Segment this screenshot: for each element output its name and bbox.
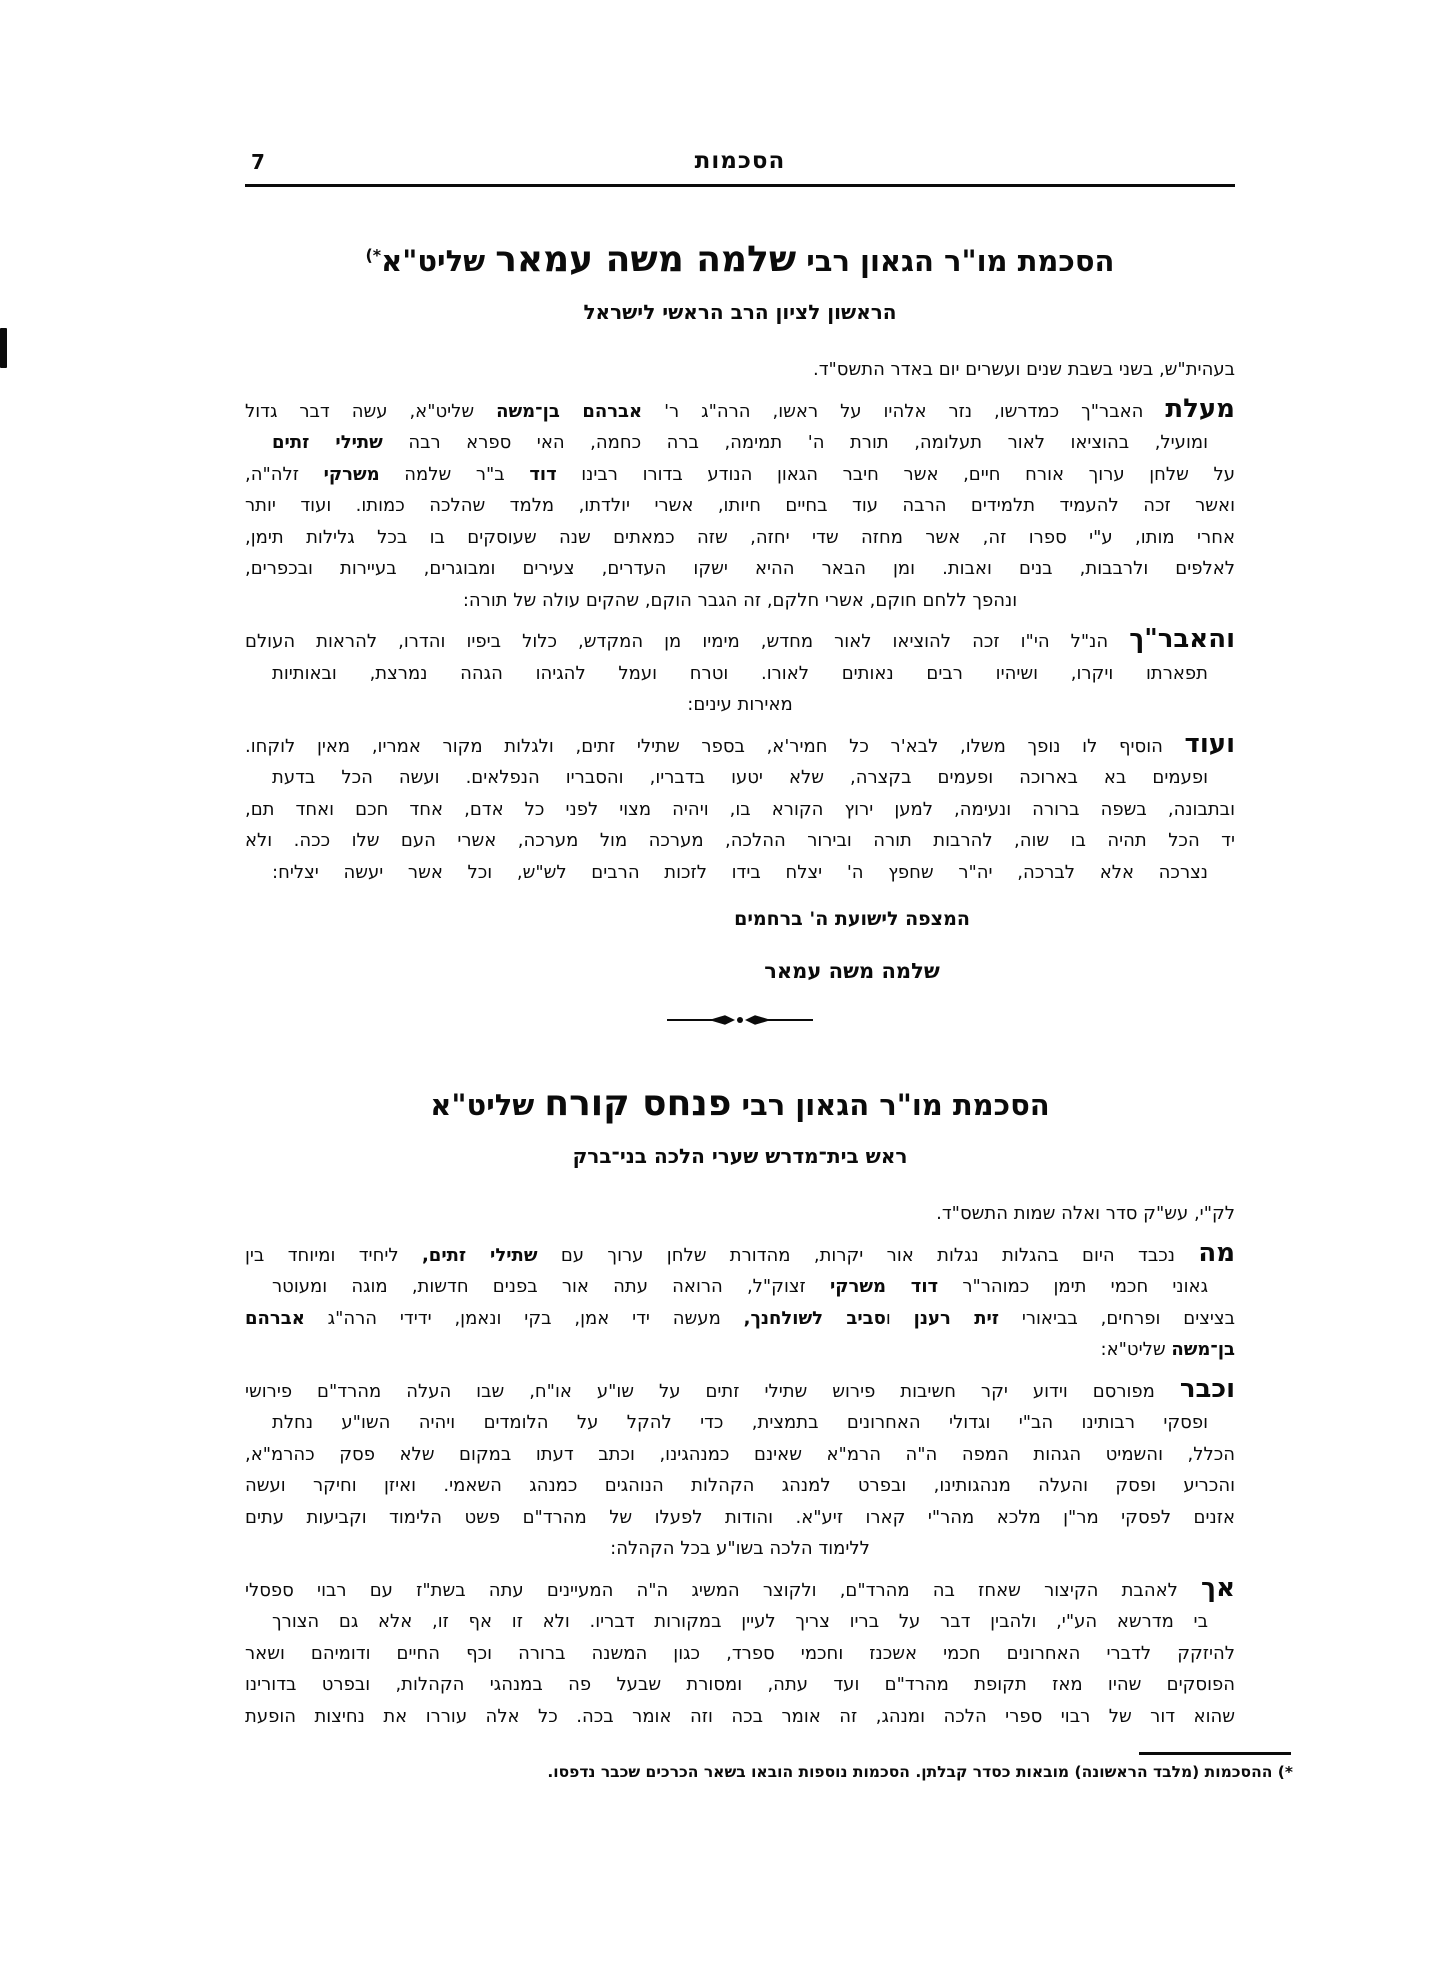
footnote-rule xyxy=(1139,1752,1291,1755)
text-line xyxy=(245,1238,1235,1272)
approbation-title xyxy=(245,239,1235,280)
section-divider xyxy=(245,1012,1235,1031)
rabbi-name: שלמה משה עמאר xyxy=(495,239,797,280)
text-segment: הפוסקים שהיו מאז תקופת מהרד"ם ועד עתה, ומסורת שבעל פה במנהגי הקהלות, ובפרט בדורינו xyxy=(245,1674,1235,1695)
text-line xyxy=(245,1701,1235,1733)
text-segment: זית רענן xyxy=(913,1307,999,1329)
text-line xyxy=(245,825,1235,857)
text-segment: והכריע ופסק והעלה מנהגותינו, ובפרט למנהג הקהלות הנוהגים כמנהג השאמי. ואיזן וחיקר ועשה xyxy=(245,1475,1235,1496)
approbation-section-korach xyxy=(245,1083,1235,1732)
text-segment: אברהם xyxy=(245,1307,305,1329)
text-segment: סביב לשולחנך, xyxy=(743,1307,886,1329)
text-segment: ליחיד ומיוחד בין xyxy=(245,1244,422,1266)
text-segment: גאוני חכמי תימן כמוהר"ר xyxy=(938,1276,1208,1297)
approbation-subtitle: ראש בית־מדרש שערי הלכה בני־ברק xyxy=(572,1144,908,1168)
text-line xyxy=(245,689,1235,721)
approbation-title xyxy=(245,1083,1235,1124)
text-segment: ובתבונה, בשפה ברורה ונעימה, למען ירוץ הקורא בו, ויהיה מצוי לפני כל אדם, אחד חכם ואחד תם, xyxy=(245,798,1235,820)
text-segment: משרקי xyxy=(323,463,380,485)
paragraph xyxy=(245,624,1235,721)
text-segment: בן־משה xyxy=(1171,1339,1235,1360)
text-segment: מעשה ידי אמן, בקי ונאמן, ידידי הרה"ג xyxy=(304,1307,744,1329)
text-line xyxy=(245,1669,1235,1701)
title-prefix: הסכמת מו"ר הגאון רבי xyxy=(796,244,1115,278)
text-segment: בציצים ופרחים, בביאורי xyxy=(999,1307,1236,1329)
text-segment: הנ"ל הי"ו זכה להוציאו לאור מחדש, מימיו מן המקדש, כלול ביפיו והדרו, להראות העולם xyxy=(245,631,1130,652)
text-segment: ומועיל, בהוציאו לאור תעלומה, תורת ה' תמימה, ברה כחמה, האי ספרא רבה xyxy=(382,432,1208,453)
text-line xyxy=(272,658,1208,690)
footnote-text xyxy=(245,1763,1293,1781)
lead-word: ועוד xyxy=(1184,728,1235,759)
paragraph xyxy=(245,394,1235,617)
text-line xyxy=(245,490,1235,522)
text-line xyxy=(272,857,1208,889)
paragraph xyxy=(245,1374,1235,1565)
paragraph xyxy=(245,1238,1235,1366)
running-header-title: הסכמות xyxy=(694,148,786,174)
lead-word: והאבר"ך xyxy=(1129,624,1235,654)
text-line xyxy=(245,459,1235,491)
text-segment: שליט"א, עשה דבר גדול xyxy=(245,400,497,422)
title-prefix: הסכמת מו"ר הגאון רבי xyxy=(731,1088,1050,1122)
text-segment: לאלפים ולרבבות, בנים ואבות. ומן הבאר ההיא ישקו העדרים, צעירים ומבוגרים, בעיירות ובכפרים, xyxy=(245,558,1235,579)
text-line xyxy=(245,729,1235,763)
text-line xyxy=(245,1470,1235,1502)
text-segment: נצרכה אלא לברכה, יה"ר שחפץ ה' יצלח בידו לזכות הרבים לש"ש, וכל אשר יעשה יצליח: xyxy=(272,861,1208,883)
text-segment: על שלחן ערוך אורח חיים, אשר חיבר הגאון הנודע בדורו רבינו xyxy=(556,463,1235,485)
approbation-section-amar xyxy=(245,239,1235,986)
text-segment: אזנים לפסקי מר"ן מלכא מהר"י קארו זיע"א. והודות לפעלו של מהרד"ם פשט הלימוד וקביעות עתים xyxy=(245,1506,1235,1528)
signature-block xyxy=(357,904,1347,986)
text-segment: נכבד היום בהגלות נגלות אור יקרות, מהדורת שלחן ערוך עם xyxy=(537,1244,1199,1266)
text-segment: תפארתו ויקרו, ושיהיו רבים נאותים לאורו. וטרח ועמל להגיהו הגהה נמרצת, ובאותיות xyxy=(272,662,1208,684)
text-segment: האבר"ך כמדרשו, נזר אלהיו על ראשו, הרה"ג ר' xyxy=(642,400,1166,422)
text-line xyxy=(272,1271,1208,1303)
text-segment: שתילי זתים xyxy=(272,432,383,453)
paragraph xyxy=(245,1573,1235,1733)
text-segment: זלה"ה, xyxy=(245,463,324,485)
footnote-marker: *) xyxy=(365,245,382,265)
text-segment: ופסקי רבותינו הב"י וגדולי האחרונים בתמצית, כדי להקל על הלומדים ויהיה השו"ע נחלת xyxy=(272,1412,1208,1433)
approbation-subtitle: הראשון לציון הרב הראשי לישראל xyxy=(583,300,897,324)
signature-blessing: המצפה לישועת ה' ברחמים xyxy=(734,908,970,930)
paragraph xyxy=(245,729,1235,889)
text-line xyxy=(245,1573,1235,1607)
signature-name: שלמה משה עמאר xyxy=(764,959,940,983)
text-line xyxy=(272,762,1208,794)
text-segment: זצוק"ל, הרואה עתה אור בפנים חדשות, מוגה ומעוטר xyxy=(272,1276,830,1297)
lead-word: מעלת xyxy=(1165,393,1235,424)
scan-artifact xyxy=(0,328,7,368)
text-segment: שליט"א: xyxy=(1100,1339,1172,1360)
footnote-marker: *) xyxy=(1277,1763,1293,1781)
text-line xyxy=(272,1606,1208,1638)
text-segment: ונהפך ללחם חוקם, אשרי חלקם, זה הגבר הוקם, שהקים עולה של תורה: xyxy=(462,589,1018,611)
text-segment: ו xyxy=(885,1307,914,1329)
text-line xyxy=(245,1502,1235,1534)
page-header xyxy=(245,140,1235,187)
text-line xyxy=(245,1533,1235,1565)
text-line xyxy=(245,794,1235,826)
text-segment: ללימוד הלכה בשו"ע בכל הקהלה: xyxy=(610,1538,870,1559)
title-suffix: שליט"א xyxy=(430,1088,545,1122)
lead-word: וכבר xyxy=(1179,1373,1235,1404)
text-line xyxy=(245,1374,1235,1408)
text-segment: מאירות עינים: xyxy=(687,694,793,715)
lead-word: מה xyxy=(1198,1237,1236,1268)
text-line xyxy=(272,427,1208,459)
text-line xyxy=(245,1303,1235,1335)
date-line: לק"י, עש"ק סדר ואלה שמות התשס"ד. xyxy=(936,1203,1235,1224)
text-segment: שהוא דור של רבוי ספרי הלכה ומנהג, זה אומר בכה וזה אומר בכה. כל אלה עוררו את נחיצות הופעת xyxy=(245,1705,1235,1727)
text-line xyxy=(245,1638,1235,1670)
text-line xyxy=(245,624,1235,658)
text-segment: בי מדרשא הע"י, ולהבין דבר על בריו צריך לעיין במקורות דבריו. ולא זו אף זו, אלא גם הצורך xyxy=(272,1611,1208,1632)
text-line xyxy=(245,1439,1235,1471)
text-segment: ואשר זכה להעמיד תלמידים הרבה עוד בחיים חיותו, אשרי יולדתו, מלמד שהלכה כמותו. ועוד יותר xyxy=(245,495,1235,516)
text-segment: הוסיף לו נופך משלו, לבא'ר כל חמיר'א, בספר שתילי זתים, ולגלות מקור אמריו, מאין לוקחו. xyxy=(245,735,1185,757)
page-number: 7 xyxy=(251,150,265,174)
approbation-body xyxy=(245,394,1235,889)
text-segment: דוד xyxy=(529,463,557,485)
page-content xyxy=(245,140,1235,1732)
text-line xyxy=(245,522,1235,554)
text-segment: לאהבת הקיצור שאחז בה מהרד"ם, ולקוצר המשיג ה"ה המעיינים עתה בשת"ז עם רבוי ספסלי xyxy=(245,1579,1202,1601)
ornament-divider-icon xyxy=(665,1013,815,1027)
text-line xyxy=(245,1334,1235,1366)
text-segment: ופעמים בא בארוכה ופעמים בקצרה, שלא יטעו בדבריו, והסבריו הנפלאים. ועשה הכל בדעת xyxy=(272,767,1208,788)
text-segment: יד הכל תהיה בו שוה, להרבות תורה ובירור ההלכה, מערכה מול מערכה, אשרי העם שלו ככה. ולא xyxy=(245,830,1235,851)
text-segment: אברהם בן־משה xyxy=(496,400,643,422)
text-line xyxy=(245,553,1235,585)
text-line xyxy=(245,394,1235,428)
text-segment: אחרי מותו, ע"י ספרו זה, אשר מחזה שדי יחזה, שזה כמאתים שנה שעוסקים בו בכל גלילות תימן, xyxy=(245,526,1235,548)
text-segment: שתילי זתים, xyxy=(421,1244,538,1266)
title-suffix: שליט"א xyxy=(381,244,496,278)
text-segment: ב"ר שלמה xyxy=(379,463,530,485)
footnote xyxy=(245,1752,1293,1781)
date-line: בעהית"ש, בשני בשבת שנים ועשרים יום באדר התשס"ד. xyxy=(812,359,1235,380)
approbation-body xyxy=(245,1238,1235,1733)
text-segment: מפורסם וידוע יקר חשיבות פירוש שתילי זתים על שו"ע או"ח, שבו העלה מהרד"ם פירושי xyxy=(245,1380,1180,1402)
text-line xyxy=(245,585,1235,617)
text-segment: להיזקק לדברי האחרונים חכמי אשכנז וחכמי ספרד, כגון המשנה ברורה וכף החיים ודומיהם ושאר xyxy=(245,1642,1235,1664)
text-segment: דוד משרקי xyxy=(829,1276,939,1297)
rabbi-name: פנחס קורח xyxy=(544,1083,732,1124)
lead-word: אך xyxy=(1201,1572,1235,1603)
text-segment: הכלל, והשמיט הגהות המפה ה"ה הרמ"א שאינם כמנהגינו, וכתב דעתו במקום שלא פסק כהרמ"א, xyxy=(245,1443,1235,1465)
text-line xyxy=(272,1407,1208,1439)
footnote-body: ההסכמות (מלבד הראשונה) מובאות כסדר קבלתן. הסכמות נוספות הובאו בשאר הכרכים שכבר נדפסו. xyxy=(547,1763,1278,1781)
